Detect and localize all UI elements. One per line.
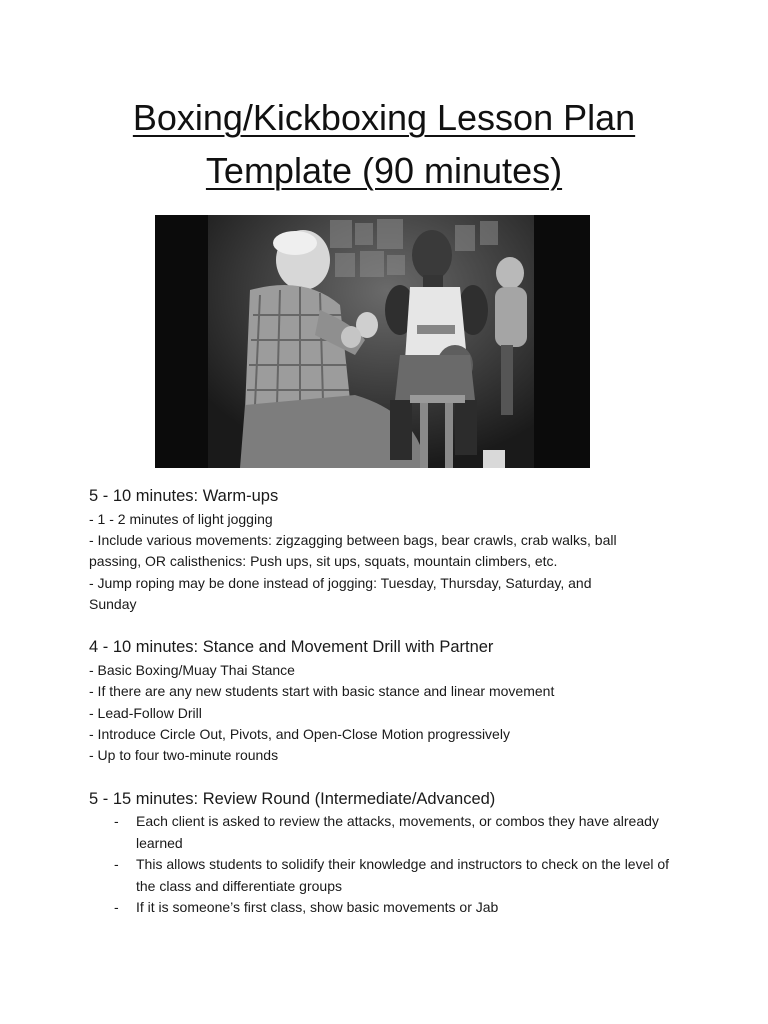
warm-ups-line: Sunday <box>89 596 137 612</box>
boxing-photo-illustration <box>155 215 590 468</box>
section-heading-stance-drill: 4 - 10 minutes: Stance and Movement Drill with Partner <box>89 638 494 656</box>
bullet-dash: - <box>114 813 119 829</box>
warm-ups-line: - 1 - 2 minutes of light jogging <box>89 511 273 527</box>
stance-drill-line: - Basic Boxing/Muay Thai Stance <box>89 662 295 678</box>
warm-ups-line: - Jump roping may be done instead of jogging: Tuesday, Thursday, Saturday, and <box>89 575 592 591</box>
document-title-line-1: Boxing/Kickboxing Lesson Plan <box>132 97 636 138</box>
review-round-bullet <box>89 897 689 919</box>
bullet-text: This allows students to solidify their knowledge and instructors to check on the level of the class and differentiate groups <box>136 856 670 894</box>
section-heading-warm-ups: 5 - 10 minutes: Warm-ups <box>89 487 279 505</box>
document-title-line-2: Template (90 minutes) <box>205 150 563 191</box>
bullet-text: Each client is asked to review the attacks, movements, or combos they have already learned <box>136 813 659 851</box>
stance-drill-line: - Lead-Follow Drill <box>89 705 202 721</box>
review-round-bullet <box>89 811 689 854</box>
boxing-photo <box>155 215 590 468</box>
warm-ups-line: - Include various movements: zigzagging between bags, bear crawls, crab walks, ball <box>89 532 617 548</box>
review-round-bullet <box>89 854 689 897</box>
bullet-text: If it is someone’s first class, show basic movements or Jab <box>136 899 499 915</box>
bullet-dash: - <box>114 899 119 915</box>
stance-drill-line: - Introduce Circle Out, Pivots, and Open-Close Motion progressively <box>89 726 510 742</box>
bullet-dash: - <box>114 856 119 872</box>
section-heading-review-round: 5 - 15 minutes: Review Round (Intermediate/Advanced) <box>89 790 496 808</box>
stance-drill-line: - Up to four two-minute rounds <box>89 747 279 763</box>
stance-drill-line: - If there are any new students start with basic stance and linear movement <box>89 683 555 699</box>
warm-ups-line: passing, OR calisthenics: Push ups, sit ups, squats, mountain climbers, etc. <box>89 553 558 569</box>
